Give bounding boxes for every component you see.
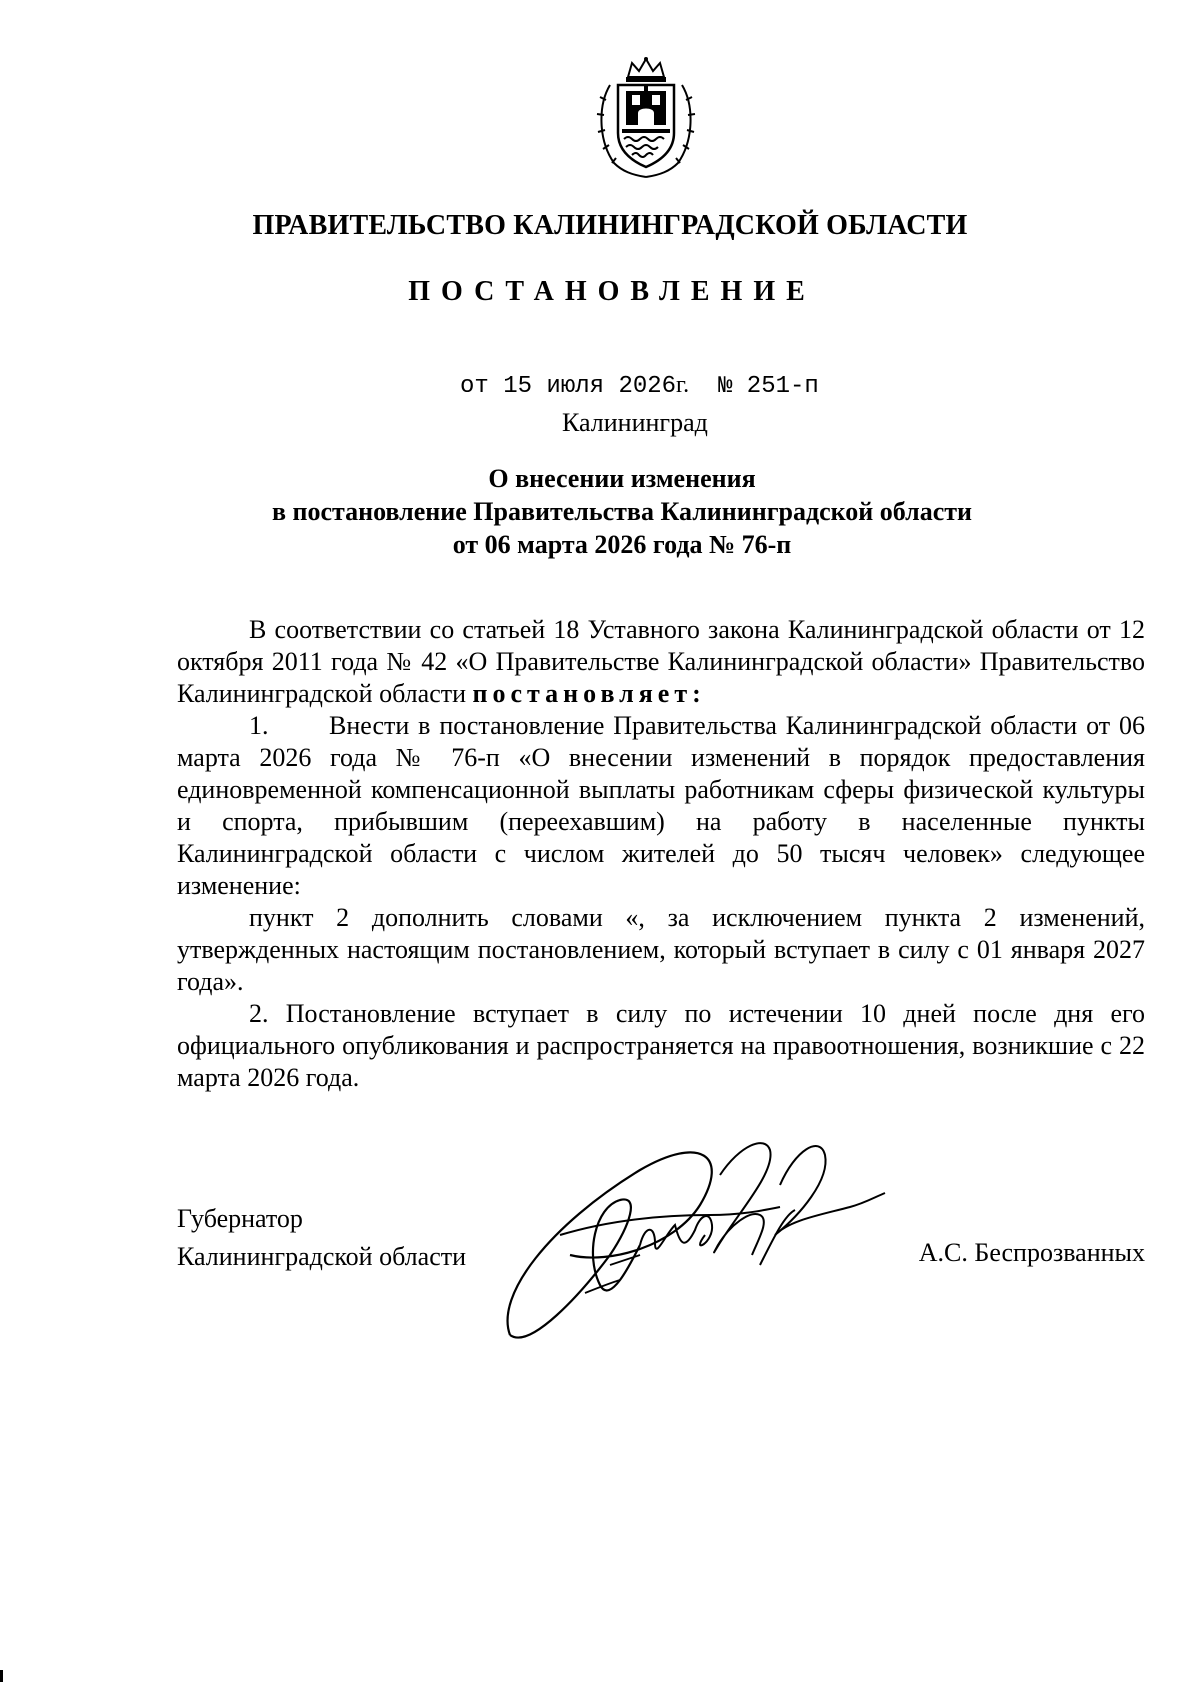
decree-word: постановляет: [472,679,706,708]
item-2-paragraph: 2. Постановление вступает в силу по истечении 10 дней после дня его официального опубликования и распространяется на правоотношения, возникшие с 22 марта 2026 года. [177,999,1145,1092]
document-city: Калининград [562,408,708,437]
organization-title: ПРАВИТЕЛЬСТВО КАЛИНИНГРАДСКОЙ ОБЛАСТИ [252,210,968,241]
item-1-paragraph [177,710,1145,902]
item-1-number: 1. [249,711,269,740]
document-number: № 251-п [718,373,819,400]
signatory-title: Губернатор [177,1204,303,1233]
item-1-text: Внести в постановление Правительства Калининградской области от 06 марта 2026 года № 76-п «О внесении изменений в порядок предоставления единовременной компенсационной выплаты работникам сферы физической культуры и спорта, прибывшим (переехавшим) на работу в населенные пункты Калининградской области с числом жителей до 50 тысяч человек» следующее изменение: [177,711,1145,900]
document-body [177,614,1145,1094]
handwritten-signature-icon [490,1115,890,1365]
signatory-name: А.С. Беспрозванных [918,1238,1145,1267]
coat-of-arms-icon [592,55,700,180]
preamble-text: В соответствии со статьей 18 Уставного закона Калининградской области от 12 октября 2011 года № 42 «О Правительстве Калининградской области» [177,615,1145,676]
scan-margin-mark [0,1670,3,1682]
subject-line-2: в постановление Правительства Калининградской области [271,497,973,526]
item-1-sub-paragraph: пункт 2 дополнить словами «, за исключением пункта 2 изменений, утвержденных настоящим постановлением, который вступает в силу с 01 января 2027 года». [177,903,1145,996]
document-date: 15 июля 2026 [503,373,677,400]
date-prefix: от [460,373,489,400]
document-type-heading: ПОСТАНОВЛЕНИЕ [408,276,816,307]
preamble-paragraph [177,614,1145,710]
signatory-position [177,1200,466,1276]
date-suffix: г. [676,372,690,398]
document-date-number [460,372,819,400]
subject-line-1: О внесении изменения [488,464,756,493]
document-subject [44,462,1200,561]
subject-line-3: от 06 марта 2026 года № 76-п [452,530,792,559]
preamble-subject: Правительство Калининградской области [177,647,1145,708]
signatory-region: Калининградской области [177,1242,467,1271]
